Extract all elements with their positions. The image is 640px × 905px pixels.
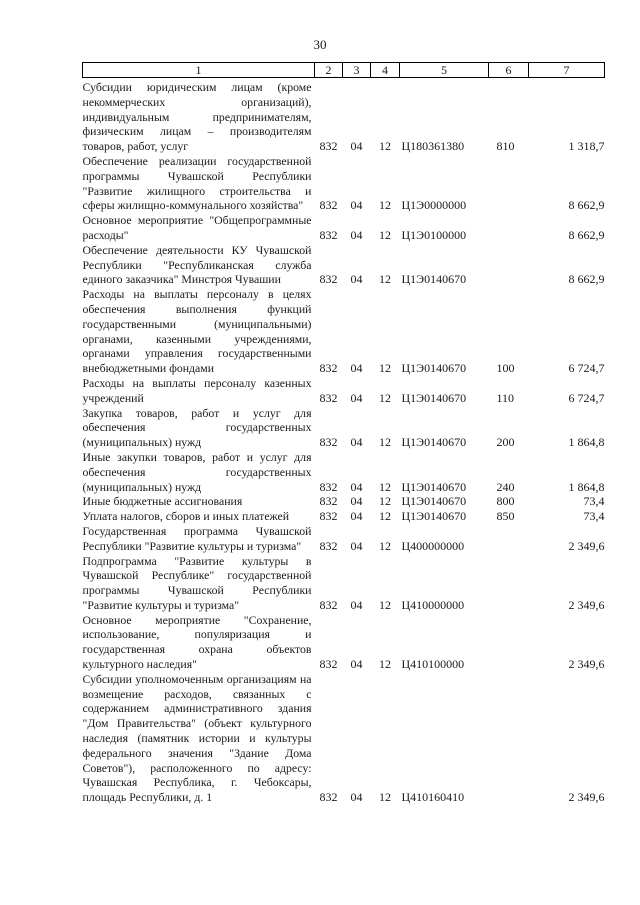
amount: 73,4 [583, 494, 605, 509]
table-row [83, 672, 605, 805]
target-article-code: Ц1Э0140670 [401, 435, 467, 450]
grbs-code: 832 [319, 494, 338, 509]
table-row [83, 78, 605, 154]
grbs-code: 832 [319, 361, 338, 376]
target-article-code: Ц180361380 [401, 139, 465, 154]
subsection-code: 12 [379, 538, 391, 553]
column-header: 1 [83, 63, 315, 78]
subsection-code: 12 [379, 139, 391, 154]
expense-type-code [489, 213, 529, 243]
table-row [83, 243, 605, 287]
budget-table [82, 62, 605, 805]
expense-name: Обеспечение деятельности КУ Чувашской Республики "Республиканская служба единого заказчика" Минстроя Чувашии [82, 242, 312, 287]
section-code: 04 [350, 538, 363, 553]
target-article-code: Ц1Э0140670 [401, 479, 467, 494]
table-row [83, 524, 605, 554]
grbs-code: 832 [319, 198, 338, 213]
amount: 8 662,9 [568, 272, 605, 287]
column-header: 7 [529, 63, 605, 78]
expense-type-code [489, 524, 529, 554]
expense-type-code: 810 [496, 139, 515, 154]
section-code: 04 [350, 657, 363, 672]
expense-type-code [489, 154, 529, 213]
expense-name: Субсидии уполномоченным организациям на возмещение расходов, связанных с содержанием административного здания "Дом Правительства" (объект культурного наследия (памятник истории и культуры федерального значения "Здание Дома Советов"), расположенного по адресу: Чувашская Республика, г. Чебоксары, площадь Республики, д. 1 [82, 671, 312, 805]
amount: 2 349,6 [568, 657, 605, 672]
expense-type-code: 800 [496, 494, 515, 509]
target-article-code: Ц1Э0140670 [401, 390, 467, 405]
section-code: 04 [350, 790, 363, 805]
table-row [83, 554, 605, 613]
expense-name: Расходы на выплаты персоналу казенных учреждений [82, 375, 312, 405]
column-header: 5 [400, 63, 489, 78]
table-header-row [83, 63, 605, 78]
grbs-code: 832 [319, 597, 338, 612]
subsection-code: 12 [379, 227, 391, 242]
target-article-code: Ц1Э0100000 [401, 227, 467, 242]
amount: 2 349,6 [568, 597, 605, 612]
amount: 2 349,6 [568, 790, 605, 805]
expense-type-code [489, 243, 529, 287]
expense-type-code: 200 [496, 435, 515, 450]
section-code: 04 [350, 227, 363, 242]
amount: 6 724,7 [568, 390, 605, 405]
section-code: 04 [350, 198, 363, 213]
expense-name: Закупка товаров, работ и услуг для обеспечения государственных (муниципальных) нужд [82, 405, 312, 450]
grbs-code: 832 [319, 272, 338, 287]
expense-type-code: 240 [496, 479, 515, 494]
expense-name: Уплата налогов, сборов и иных платежей [82, 509, 290, 524]
expense-type-code [489, 613, 529, 672]
section-code: 04 [350, 479, 363, 494]
column-header: 3 [343, 63, 371, 78]
target-article-code: Ц1Э0140670 [401, 509, 467, 524]
amount: 1 864,8 [568, 479, 605, 494]
table-row [83, 154, 605, 213]
grbs-code: 832 [319, 390, 338, 405]
expense-type-code [489, 554, 529, 613]
expense-name: Подпрограмма "Развитие культуры в Чувашской Республике" государственной программы Чувашской Республики "Развитие культуры и туризма" [82, 553, 312, 612]
amount: 8 662,9 [568, 227, 605, 242]
subsection-code: 12 [379, 657, 391, 672]
target-article-code: Ц410000000 [401, 597, 465, 612]
subsection-code: 12 [379, 435, 391, 450]
amount: 1 318,7 [568, 139, 605, 154]
table-row [83, 287, 605, 376]
section-code: 04 [350, 509, 363, 524]
expense-name: Иные закупки товаров, работ и услуг для обеспечения государственных (муниципальных) нужд [82, 449, 312, 494]
amount: 8 662,9 [568, 198, 605, 213]
target-article-code: Ц1Э0140670 [401, 361, 467, 376]
table-row [83, 494, 605, 509]
amount: 6 724,7 [568, 361, 605, 376]
grbs-code: 832 [319, 538, 338, 553]
table-row [83, 376, 605, 406]
grbs-code: 832 [319, 139, 338, 154]
column-header: 6 [489, 63, 529, 78]
subsection-code: 12 [379, 198, 391, 213]
subsection-code: 12 [379, 790, 391, 805]
target-article-code: Ц400000000 [401, 538, 465, 553]
subsection-code: 12 [379, 390, 391, 405]
target-article-code: Ц410100000 [401, 657, 465, 672]
grbs-code: 832 [319, 479, 338, 494]
section-code: 04 [350, 139, 363, 154]
expense-name: Иные бюджетные ассигнования [82, 494, 243, 509]
column-header: 2 [315, 63, 343, 78]
table-row [83, 213, 605, 243]
target-article-code: Ц1Э0140670 [401, 494, 467, 509]
table-row [83, 450, 605, 494]
grbs-code: 832 [319, 509, 338, 524]
amount: 1 864,8 [568, 435, 605, 450]
section-code: 04 [350, 597, 363, 612]
grbs-code: 832 [319, 435, 338, 450]
target-article-code: Ц1Э0140670 [401, 272, 467, 287]
section-code: 04 [350, 494, 363, 509]
expense-type-code [489, 672, 529, 805]
section-code: 04 [350, 272, 363, 287]
expense-name: Расходы на выплаты персоналу в целях обеспечения выполнения функций государственными (муниципальными) органами, казенными учреждениями, органами управления государственными внебюджетными фондами [82, 287, 312, 376]
expense-type-code: 850 [496, 509, 515, 524]
subsection-code: 12 [379, 494, 391, 509]
page-number: 30 [313, 37, 327, 52]
column-header: 4 [371, 63, 400, 78]
amount: 73,4 [583, 509, 605, 524]
grbs-code: 832 [319, 790, 338, 805]
subsection-code: 12 [379, 272, 391, 287]
subsection-code: 12 [379, 479, 391, 494]
target-article-code: Ц410160410 [401, 790, 465, 805]
expense-name: Основное мероприятие "Сохранение, использование, популяризация и государственная охрана объектов культурного наследия" [82, 612, 312, 672]
subsection-code: 12 [379, 597, 391, 612]
section-code: 04 [350, 361, 363, 376]
amount: 2 349,6 [568, 538, 605, 553]
subsection-code: 12 [379, 509, 391, 524]
expense-name: Субсидии юридическим лицам (кроме некоммерческих организаций), индивидуальным предпринимателям, физическим лицам – производителям товаров, работ, услуг [82, 80, 312, 154]
grbs-code: 832 [319, 657, 338, 672]
section-code: 04 [350, 435, 363, 450]
expense-type-code: 100 [496, 361, 515, 376]
section-code: 04 [350, 390, 363, 405]
table-row [83, 613, 605, 672]
target-article-code: Ц1Э0000000 [401, 198, 467, 213]
expense-type-code: 110 [496, 390, 515, 405]
subsection-code: 12 [379, 361, 391, 376]
table-row [83, 509, 605, 524]
expense-name: Государственная программа Чувашской Республики "Развитие культуры и туризма" [82, 523, 312, 553]
grbs-code: 832 [319, 227, 338, 242]
table-row [83, 406, 605, 450]
expense-name: Обеспечение реализации государственной программы Чувашской Республики "Развитие жилищного строительства и сферы жилищно-коммунального хозяйства" [82, 153, 312, 213]
expense-name: Основное мероприятие "Общепрограммные расходы" [82, 213, 312, 242]
